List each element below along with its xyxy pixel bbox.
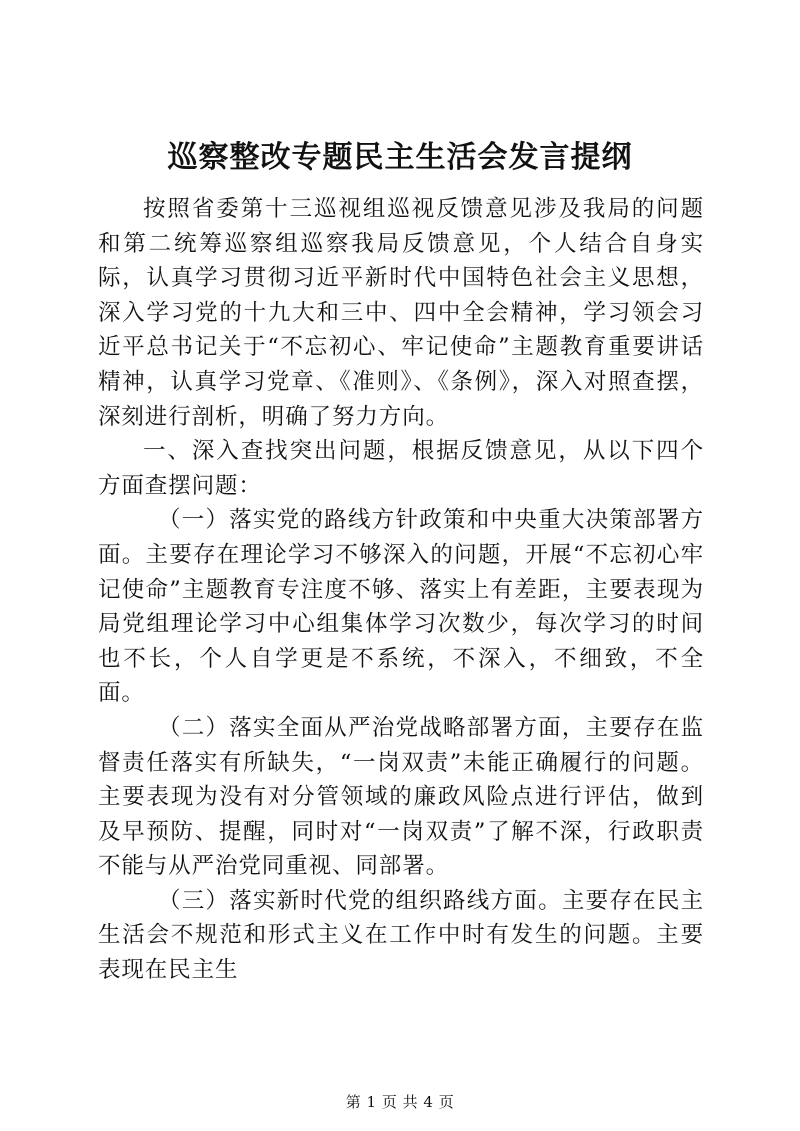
item-one-paragraph: （一）落实党的路线方针政策和中央重大决策部署方面。主要存在理论学习不够深入的问题，开展“不忘初心牢记使命”主题教育专注度不够、落实上有差距，主要表现为局党组理论学习中心组集体学习次数少，每次学习的时间也不长，个人自学更是不系统，不深入，不细致，不全面。: [98, 507, 704, 707]
document-title: 巡察整改专题民主生活会发言提纲: [167, 140, 633, 175]
document-body: [98, 192, 704, 988]
section-one-heading: 一、深入查找突出问题，根据反馈意见，从以下四个方面查摆问题：: [98, 438, 704, 499]
item-two-paragraph: （二）落实全面从严治党战略部署方面，主要存在监督责任落实有所缺失，“一岗双责”未能正确履行的问题。主要表现为没有对分管领域的廉政风险点进行评估，做到及早预防、提醒，同时对“一岗双责”了解不深，行政职责不能与从严治党同重视、同部署。: [98, 714, 704, 880]
item-three-paragraph: （三）落实新时代党的组织路线方面。主要存在民主生活会不规范和形式主义在工作中时有发生的问题。主要表现在民主生: [98, 887, 704, 984]
page-number-footer: 第 1 页 共 4 页: [345, 1093, 455, 1111]
intro-paragraph: 按照省委第十三巡视组巡视反馈意见涉及我局的问题和第二统筹巡察组巡察我局反馈意见，个人结合自身实际，认真学习贯彻习近平新时代中国特色社会主义思想，深入学习党的十九大和三中、四中全会精神，学习领会习近平总书记关于“不忘初心、牢记使命”主题教育重要讲话精神，认真学习党章、《准则》、《条例》，深入对照查摆，深刻进行剖析，明确了努力方向。: [98, 196, 704, 430]
